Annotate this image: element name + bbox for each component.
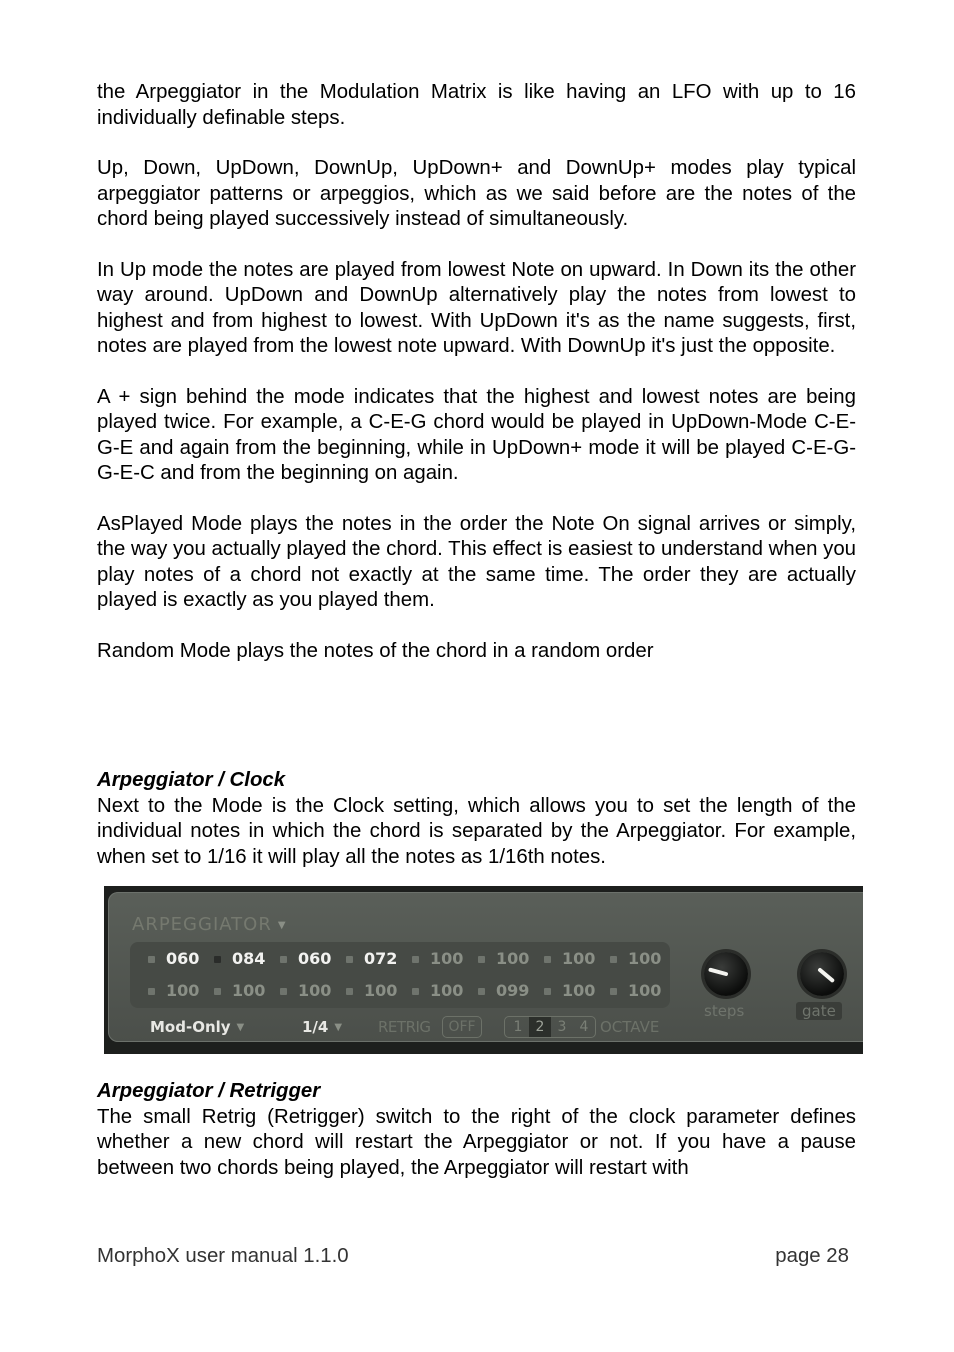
led-icon [544, 956, 551, 963]
step-cell[interactable]: 100 [402, 948, 464, 972]
paragraph: Random Mode plays the notes of the chord in a random order [97, 639, 654, 662]
footer-title: MorphoX user manual 1.1.0 [97, 1245, 349, 1267]
led-icon [478, 988, 485, 995]
step-cell[interactable]: 060 [270, 948, 332, 972]
arpeggiator-panel [108, 892, 863, 1042]
led-icon [412, 988, 419, 995]
step-cell[interactable]: 100 [468, 948, 530, 972]
led-icon [544, 988, 551, 995]
dropdown-arrow-icon: ▼ [334, 1022, 343, 1033]
led-icon [346, 988, 353, 995]
led-icon [280, 956, 287, 963]
led-icon [214, 956, 221, 963]
step-cell[interactable]: 072 [336, 948, 398, 972]
paragraph: the Arpeggiator in the Modulation Matrix is like having an LFO with up to 16 individually definable steps. [97, 81, 856, 129]
knob-pointer-icon [708, 967, 728, 976]
octave-option[interactable]: 1 [513, 1019, 523, 1035]
octave-selector [504, 1016, 596, 1038]
steps-knob[interactable] [704, 952, 748, 996]
step-cell[interactable]: 100 [138, 980, 200, 1004]
section-heading: Arpeggiator / Clock [97, 769, 286, 791]
retrig-label: RETRIG [378, 1018, 431, 1036]
paragraph: A + sign behind the mode indicates that the highest and lowest notes are being played twice. For example, a C-E-G chord would be played in UpDown-Mode C-E-G-E and again from the beginning, while in UpDown+ mode it will be played C-E-G-G-E-C and from the beginning on again. [97, 385, 856, 484]
clock-section [97, 768, 856, 870]
gate-knob[interactable] [800, 952, 844, 996]
step-cell[interactable]: 084 [204, 948, 266, 972]
led-icon [610, 988, 617, 995]
page-number: page 28 [775, 1245, 849, 1267]
dropdown-arrow-icon: ▼ [236, 1022, 245, 1033]
led-icon [280, 988, 287, 995]
step-cell[interactable]: 100 [534, 948, 596, 972]
body-text [97, 80, 856, 664]
octave-label: OCTAVE [600, 1018, 660, 1036]
steps-knob-label: steps [704, 1002, 745, 1020]
led-icon [148, 988, 155, 995]
step-cell[interactable]: 100 [336, 980, 398, 1004]
octave-option[interactable]: 3 [557, 1019, 567, 1035]
led-icon [346, 956, 353, 963]
led-icon [214, 988, 221, 995]
panel-title: ARPEGGIATOR ▼ [132, 914, 287, 935]
retrigger-section [97, 1079, 856, 1181]
retrig-switch[interactable]: OFF [442, 1016, 482, 1038]
step-grid [130, 942, 670, 1008]
led-icon [478, 956, 485, 963]
step-cell[interactable]: 100 [204, 980, 266, 1004]
step-cell[interactable]: 099 [468, 980, 530, 1004]
knob-pointer-icon [817, 967, 835, 983]
paragraph: In Up mode the notes are played from lowest Note on upward. In Down its the other way around. UpDown and DownUp alternatively play the notes from lowest to highest and from highest to lowest. With UpDown it's as the name suggests, first, notes are played from the lowest note upward. With DownUp it's just the opposite. [97, 258, 856, 357]
gate-knob-label: gate [796, 1002, 842, 1020]
step-cell[interactable]: 100 [270, 980, 332, 1004]
paragraph: AsPlayed Mode plays the notes in the order the Note On signal arrives or simply, the way you actually played the chord. This effect is easiest to understand when you play notes of a chord not exactly at the same time. The order they are actually played is exactly as you played them. [97, 512, 856, 611]
led-icon [412, 956, 419, 963]
octave-option[interactable]: 4 [579, 1019, 589, 1035]
led-icon [148, 956, 155, 963]
dropdown-arrow-icon: ▼ [277, 919, 287, 931]
step-cell[interactable]: 100 [600, 980, 662, 1004]
mode-select[interactable]: Mod-Only ▼ [150, 1018, 245, 1036]
paragraph: The small Retrig (Retrigger) switch to the right of the clock parameter defines whether a new chord will restart the Arpeggiator or not. If you have a pause between two chords being played, the Arpeggiator will restart with [97, 1105, 856, 1179]
step-cell[interactable]: 060 [138, 948, 200, 972]
clock-select[interactable]: 1/4 ▼ [302, 1018, 343, 1036]
paragraph: Up, Down, UpDown, DownUp, UpDown+ and DownUp+ modes play typical arpeggiator patterns or arpeggios, which as we said before are the notes of the chord being played successively instead of simultaneously. [97, 157, 856, 230]
paragraph: Next to the Mode is the Clock setting, which allows you to set the length of the individual notes in which the chord is separated by the Arpeggiator. For example, when set to 1/16 it will play all the notes as 1/16th notes. [97, 794, 856, 868]
led-icon [610, 956, 617, 963]
arpeggiator-panel-image [104, 886, 863, 1054]
section-heading: Arpeggiator / Retrigger [97, 1080, 321, 1102]
octave-option[interactable]: 2 [529, 1017, 551, 1037]
step-cell[interactable]: 100 [600, 948, 662, 972]
step-cell[interactable]: 100 [534, 980, 596, 1004]
step-cell[interactable]: 100 [402, 980, 464, 1004]
